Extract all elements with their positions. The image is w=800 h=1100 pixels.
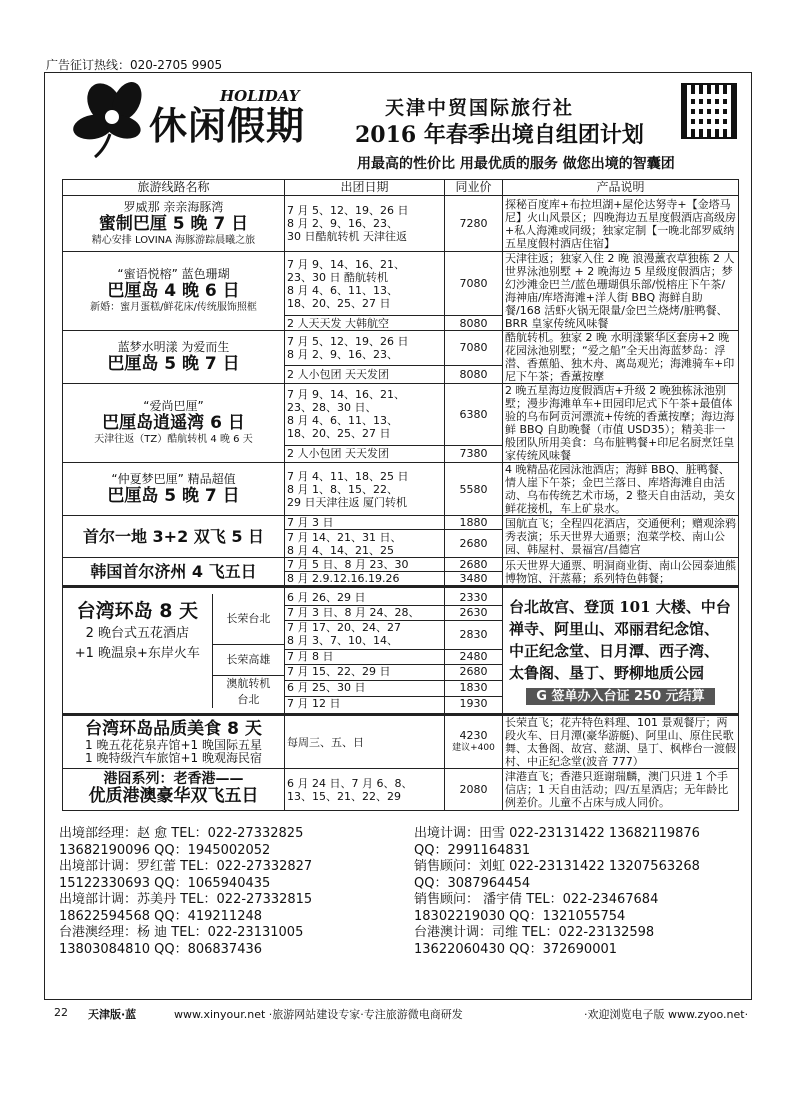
- desc-cell: 酷航转机。独家 2 晚 水明漾繁华区套房+2 晚花园泳池别墅；“爱之船”全天出海蓝梦岛：浮潜、香蕉船、独木舟、离岛观光；海滩骑车+印尼下午茶；香薰按摩: [503, 331, 739, 384]
- date-line: 8 月 2.9.12.16.19.26: [285, 572, 445, 587]
- contact-line: 出境计调：田雪 022-23131422 13682119876: [414, 826, 700, 841]
- price-cell: 7380: [445, 445, 503, 462]
- contact-line: QQ：3087964454: [414, 875, 531, 891]
- table-row: [63, 587, 739, 715]
- route-subtitle: 罗威那 亲亲海豚湾: [123, 199, 224, 214]
- taiwan-title: 台湾环岛 8 天: [76, 599, 199, 622]
- date-line: 8 月 2、9、16、23、: [287, 347, 398, 361]
- qr-code-icon: [681, 83, 737, 139]
- route-subtitle: 蓝梦水明漾 为爱而生: [117, 339, 230, 354]
- footer-right-link[interactable]: ·欢迎浏览电子版 www.zyoo.net·: [584, 1008, 749, 1021]
- logo-chinese: 休闲假期: [149, 103, 306, 148]
- desc-cell: 探秘百度库+布拉坦湖+屋伦达努寺+【金塔马尼】火山风景区；四晚海边五星度假酒店高级房+私人海滩或同级；独家定制【一晚北部罗威纳五星度假村酒店住宿】: [503, 196, 739, 252]
- price-cell: 1830: [445, 681, 502, 697]
- price-cell: 1930: [459, 696, 488, 710]
- route-title: 韩国首尔济州 4 飞五日: [90, 561, 257, 581]
- hk-title1: 港囧系列：老香港——: [103, 771, 244, 787]
- contact-line: 13803084810 QQ：806837436: [59, 941, 263, 957]
- carrier-label: 长荣台北: [213, 594, 284, 645]
- date-line: 7 月 9、14、16、21、: [287, 388, 405, 402]
- price-cell: 7280: [445, 196, 503, 252]
- date-line: 7 月 9、14、16、21、: [287, 257, 405, 271]
- date-line: 30 日酷航转机 天津往返: [287, 230, 407, 243]
- table-row: [63, 331, 739, 366]
- desc-cell: 国航直飞；全程四花酒店，交通便利；赠观涂鸦秀表演；乐天世界大通票；泡菜学校、南山公园、韩屋村、景福宫/昌德宫: [503, 516, 739, 558]
- date-line: 7 月 12 日: [287, 696, 341, 710]
- header-desc: 产品说明: [503, 180, 739, 196]
- date-line: 18、20、25、27 日: [287, 296, 391, 310]
- date-line: 6 月 26、29 日: [285, 591, 444, 606]
- tour-table: [62, 179, 739, 811]
- date-line: 8 月 3、7、10、14、: [287, 633, 398, 647]
- date-line: 8 月 4、6、11、13、: [287, 414, 398, 428]
- price-cell: 2680: [445, 665, 502, 681]
- desc-cell: 长荣直飞；花卉特色料理、101 景观餐厅；两段火车、日月潭(豪华游艇)、阿里山、原住民歌舞、太鲁阁、故宫、慈湖、垦丁、枫桦台一渡假村、中正纪念堂(波音 777）: [503, 715, 739, 769]
- contact-line: 13682190096 QQ：1945002052: [59, 842, 271, 858]
- price-cell: 4230: [459, 729, 488, 742]
- desc-cell: 天津往返；独家入住 2 晚 浪漫薰衣草独栋 2 人世界泳池别墅 + 2 晚海边 5 星级度假酒店；梦幻沙滩金巴兰/蓝色珊瑚俱乐部/悦榕庄下午茶/海神庙/库塔海滩+洋人街 BBQ 海鲜自助餐/168 活虾火锅无限量/金巴兰烧烤/脏鸭餐、BRR 皇家传统风味餐: [503, 252, 739, 331]
- date-line: 7 月 17、20、24、27: [287, 620, 401, 634]
- route-subtitle: “爱尚巴厘”: [143, 399, 204, 413]
- price-cell: 2680: [445, 530, 503, 558]
- date-line: 6 月 25、30 日: [285, 681, 444, 697]
- carrier-label: 长荣高雄: [213, 645, 284, 676]
- table-row: [63, 252, 739, 316]
- contact-line: 销售顾问： 潘宇倩 TEL：022-23467684: [414, 892, 659, 907]
- price-cell: 2830: [445, 621, 502, 650]
- route-title: 巴厘岛逍遥湾 6 日: [102, 413, 245, 433]
- taiwan-sub2: +1 晚温泉+东岸火车: [74, 645, 200, 661]
- taiwan-sub1: 2 晚台式五花酒店: [85, 625, 190, 641]
- contact-line: 销售顾问：刘虹 022-23131422 13207563268: [414, 859, 700, 874]
- price-cell: 7080: [445, 331, 503, 366]
- taiwan2-sub2: 1 晚特级汽车旅馆+1 晚观海民宿: [85, 751, 262, 765]
- route-note: 精心安排 LOVINA 海豚游踪晨曦之旅: [91, 234, 256, 246]
- contact-line: 出境部经理：赵 愈 TEL：022-27332825: [59, 826, 304, 841]
- date-line: 2 人小包团 天天发团: [285, 445, 445, 462]
- route-title: 蜜制巴厘 5 晚 7 日: [98, 213, 249, 234]
- price-cell: 3480: [445, 572, 503, 587]
- date-line: 29 日天津往返 厦门转机: [287, 495, 407, 509]
- price-cell: 8080: [445, 316, 503, 331]
- price-note: 建议+400: [452, 743, 495, 753]
- table-row: [63, 769, 739, 811]
- date-line: 2 人小包团 天天发团: [285, 365, 445, 383]
- header-dates: 出团日期: [285, 180, 445, 196]
- logo-english: HOLIDAY: [220, 87, 300, 105]
- date-line: 7 月 3 日: [285, 516, 445, 530]
- route-note: 新婚：蜜月蛋糕/鲜花床/传统服饰照框: [90, 302, 257, 313]
- hk-title2: 优质港澳豪华双飞五日: [88, 786, 259, 806]
- footer-left-link[interactable]: www.xinyour.net ·旅游网站建设专家·专注旅游微电商研发: [174, 1008, 463, 1021]
- taiwan2-sub1: 1 晚五花花泉卉馆+1 晚国际五星: [85, 738, 262, 752]
- contact-line: 台港澳计调：司维 TEL：022-23132598: [414, 925, 655, 940]
- table-row: [63, 516, 739, 530]
- desc-cell: 津港直飞；香港只逛谢瑞麟，澳门只进 1 个手信店；1 天自由活动；四/五星酒店；无年龄比例差价。儿童不占床与成人同价。: [503, 769, 739, 811]
- price-cell: 2080: [445, 769, 503, 811]
- carrier-label: 澳航转机: [226, 676, 271, 690]
- contact-line: QQ：2991164831: [414, 842, 531, 858]
- header-price: 同业价: [445, 180, 503, 196]
- contact-line: 18622594568 QQ：419211248: [59, 908, 263, 924]
- route-subtitle: “仲夏梦巴厘” 精品超值: [111, 471, 236, 486]
- date-line: 8 月 1、8、15、22、: [287, 482, 398, 496]
- date-line: 8 月 2、9、16、23、: [287, 217, 398, 230]
- contact-line: 出境部计调：罗红蕾 TEL：022-27332827: [59, 859, 313, 874]
- date-line: 6 月 24 日、7 月 6、8、: [287, 776, 413, 790]
- taiwan2-title: 台湾环岛品质美食 8 天: [85, 719, 262, 739]
- price-cell: 2630: [445, 606, 502, 621]
- table-row: [63, 558, 739, 572]
- price-cell: 8080: [445, 365, 503, 383]
- date-line: 7 月 5、12、19、26 日: [287, 334, 409, 348]
- table-row: [63, 463, 739, 516]
- carrier-label: 台北: [237, 692, 260, 706]
- date-line: 7 月 3 日、8 月 24、28、: [285, 606, 444, 621]
- contact-line: 15122330693 QQ：1065940435: [59, 875, 271, 891]
- date-line: 7 月 5、12、19、26 日: [287, 204, 409, 217]
- date-line: 每周三、五、日: [285, 715, 445, 769]
- date-line: 23、28、30 日、: [287, 401, 377, 415]
- date-line: 7 月 15、22、29 日: [285, 665, 444, 681]
- date-line: 2 人天天发 大韩航空: [285, 316, 445, 331]
- table-row: [63, 715, 739, 769]
- page-number: 22: [54, 1006, 68, 1019]
- route-title: 巴厘岛 4 晚 6 日: [107, 281, 240, 301]
- price-cell: 7080: [445, 252, 503, 316]
- table-row: [63, 384, 739, 446]
- edition-label: 天津版·蓝: [88, 1008, 137, 1021]
- slogan: 用最高的性价比 用最优质的服务 做您出境的智囊团: [357, 156, 675, 172]
- price-cell: 6380: [445, 384, 503, 446]
- header-route: 旅游线路名称: [63, 180, 285, 196]
- desc-cell: 乐天世界大通票、明洞商业街、南山公园泰迪熊博物馆、汗蒸幕；系列特色韩餐；: [503, 558, 739, 587]
- route-title: 巴厘岛 5 晚 7 日: [107, 485, 240, 506]
- contact-line: 出境部计调：苏美丹 TEL：022-27332815: [59, 892, 313, 907]
- company-name: 天津中贸国际旅行社: [385, 97, 575, 119]
- taiwan-desc: 台北故宫、登顶 101 大楼、中台禅寺、阿里山、邓丽君纪念馆、中正纪念堂、日月潭、西子湾、太鲁阁、垦丁、野柳地质公园: [509, 598, 731, 682]
- price-cell: 2330: [445, 591, 502, 606]
- date-line: 7 月 4、11、18、25 日: [287, 469, 409, 483]
- contact-line: 13622060430 QQ：372690001: [414, 941, 618, 957]
- price-cell: 2680: [445, 558, 503, 572]
- date-line: 7 月 8 日: [285, 650, 444, 665]
- desc-cell: 4 晚精品花园泳池酒店；海鲜 BBQ、脏鸭餐、情人崖下午茶；金巴兰落日、库塔海滩自由活动、乌布传统艺术市场，2 整天自由活动，美女鲜花接机，车上矿泉水。: [503, 463, 739, 516]
- contact-line: 18302219030 QQ：1321055754: [414, 908, 626, 924]
- date-line: 8 月 4、6、11、13、: [287, 283, 398, 297]
- date-line: 7 月 5 日、8 月 23、30: [285, 558, 445, 572]
- price-cell: 1880: [445, 516, 503, 530]
- visa-badge: G 签单办入台证 250 元结算: [526, 688, 714, 705]
- price-cell: 5580: [445, 463, 503, 516]
- date-line: 13、15、21、22、29: [287, 789, 401, 803]
- route-note: 天津往返（TZ）酷航转机 4 晚 6 天: [94, 434, 253, 445]
- table-row: [63, 196, 739, 252]
- route-title: 巴厘岛 5 晚 7 日: [107, 353, 240, 374]
- date-line: 23、30 日 酷航转机: [287, 270, 388, 284]
- date-line: 8 月 4、14、21、25: [287, 543, 394, 557]
- desc-cell: 2 晚五星海边度假酒店+升级 2 晚独栋泳池别墅；漫步海滩单车+田园印尼式下午茶+最值体验的乌布阿贡河漂流+传统的香薰按摩；海边海鲜 BBQ 自助晚餐（市值 USD35）；精美非一般团队所用美食：乌布脏鸭餐+印尼名厨烹饪皇家传统风味餐: [503, 384, 739, 463]
- contact-line: 台港澳经理：杨 迪 TEL：022-23131005: [59, 925, 304, 940]
- route-title: 首尔一地 3+2 双飞 5 日: [82, 526, 265, 546]
- date-line: 7 月 14、21、31 日、: [287, 530, 402, 544]
- plan-title: 2016 年春季出境自组团计划: [355, 122, 644, 148]
- date-line: 18、20、25、27 日: [287, 427, 391, 441]
- ad-hotline: 广告征订热线：020-2705 9905: [46, 58, 223, 72]
- route-subtitle: “蜜语悦榕” 蓝色珊瑚: [117, 267, 230, 281]
- price-cell: 2480: [445, 650, 502, 665]
- ad-frame: [44, 72, 752, 1000]
- table-header-row: [63, 180, 739, 196]
